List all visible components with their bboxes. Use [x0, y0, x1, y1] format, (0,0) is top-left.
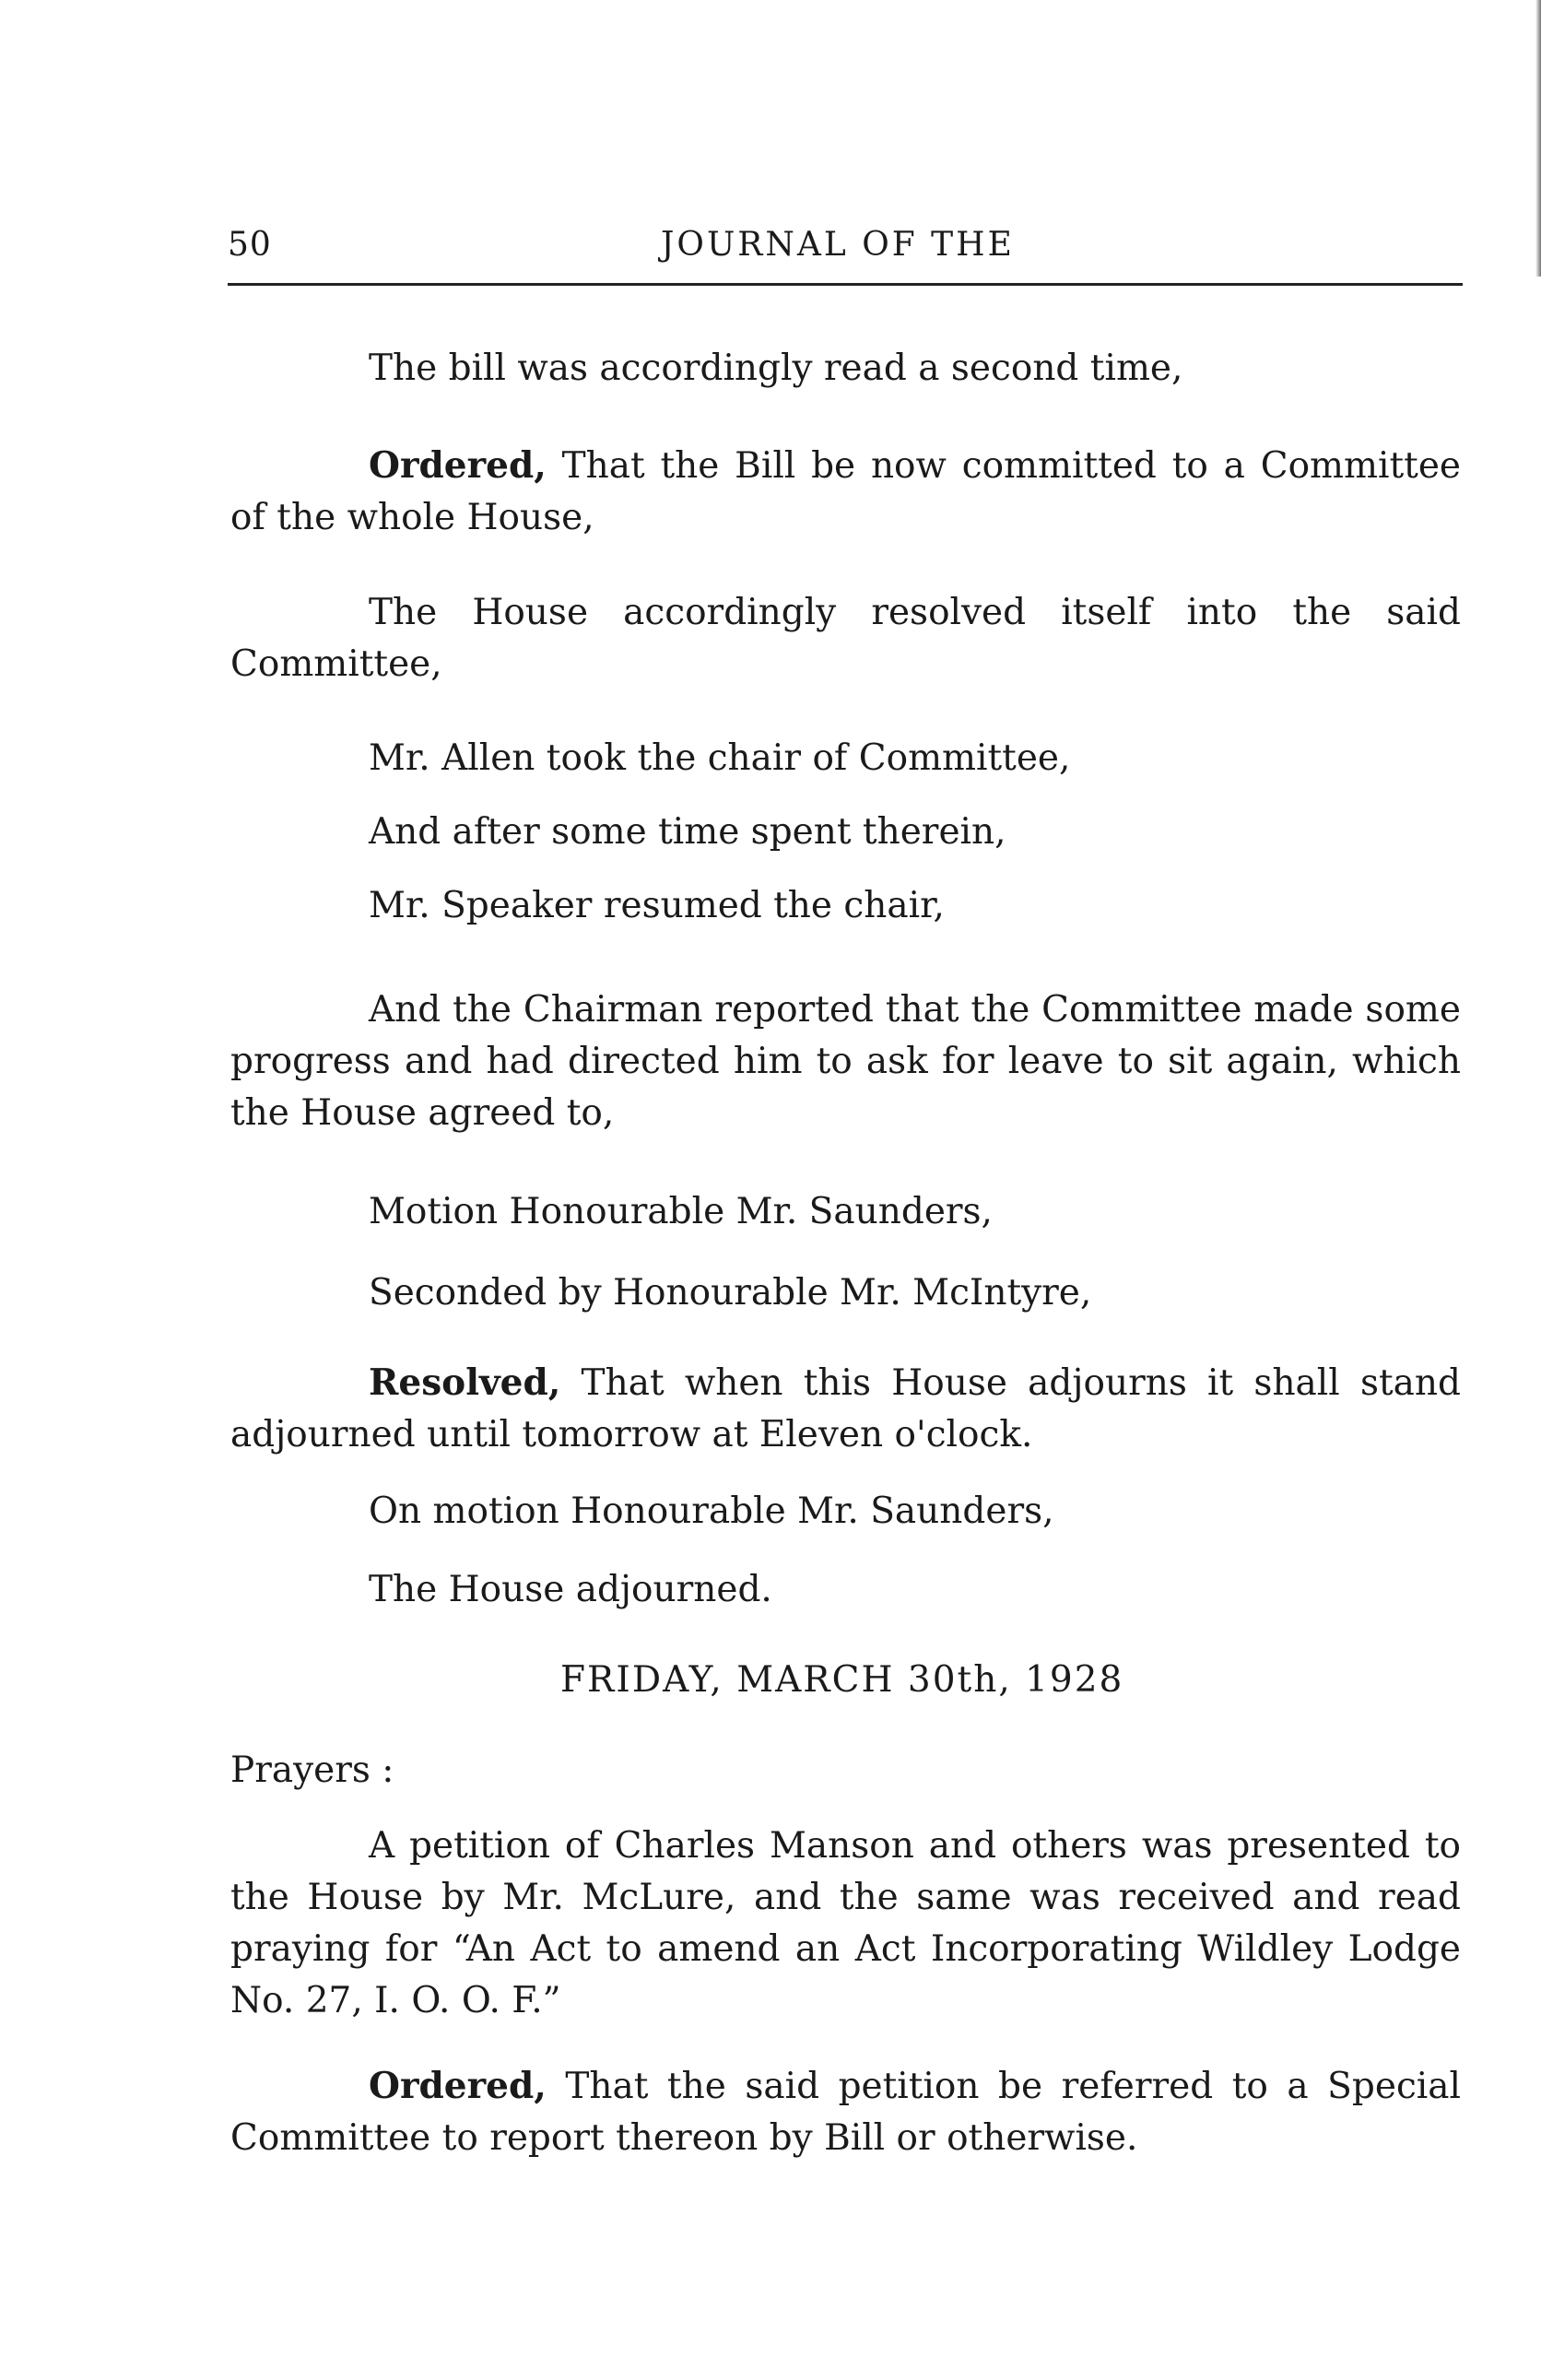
paragraph-speaker-resumed	[230, 880, 1461, 932]
ordered-label: Ordered,	[369, 2065, 547, 2107]
running-title: JOURNAL OF THE	[661, 226, 1015, 264]
date-heading: FRIDAY, MARCH 30th, 1928	[560, 1659, 1124, 1701]
header-rule	[228, 283, 1463, 286]
paragraph-text: That the Bill be now committed to a Committee of the whole House,	[230, 445, 1461, 538]
paragraph-second-reading	[230, 343, 1461, 395]
paragraph-text: Motion Honourable Mr. Saunders,	[369, 1191, 993, 1232]
paragraph-time-spent	[230, 807, 1461, 858]
paragraph-on-motion	[230, 1486, 1461, 1538]
paragraph-prayers	[230, 1745, 1461, 1797]
paragraph-text: The bill was accordingly read a second time,	[369, 348, 1183, 389]
paragraph-seconded	[230, 1267, 1461, 1319]
paragraph-motion	[230, 1186, 1461, 1238]
paragraph-ordered-petition	[230, 2060, 1461, 2164]
paragraph-text: Mr. Speaker resumed the chair,	[369, 885, 945, 926]
page-header	[228, 226, 1463, 281]
paragraph-house-adjourned	[230, 1564, 1461, 1616]
paragraph-text: On motion Honourable Mr. Saunders,	[369, 1490, 1054, 1532]
paragraph-house-resolved	[230, 587, 1461, 690]
paragraph-text: Seconded by Honourable Mr. McIntyre,	[369, 1272, 1092, 1314]
resolved-label: Resolved,	[369, 1361, 561, 1404]
paragraph-resolved-adjourn	[230, 1357, 1461, 1461]
paragraph-text: The House adjourned.	[369, 1569, 772, 1610]
paragraph-chairman-reported	[230, 984, 1461, 1139]
paragraph-text: That the said petition be referred to a Special Committee to report thereon by Bill or otherwise.	[230, 2066, 1461, 2159]
paragraph-text: A petition of Charles Manson and others was presented to the House by Mr. McLure, and the same was received and read praying for “An Act to amend an Act Incorporating Wildley Lodge No. 27, I. O. O. F.”	[230, 1825, 1461, 2021]
paragraph-petition	[230, 1820, 1461, 2027]
paragraph-text: And the Chairman reported that the Committee made some progress and had directed him to ask for leave to sit again, which the House agreed to,	[230, 989, 1461, 1134]
paragraph-ordered-committee	[230, 440, 1461, 544]
paragraph-text: Mr. Allen took the chair of Committee,	[369, 737, 1071, 779]
paragraph-text: The House accordingly resolved itself into the said Committee,	[230, 592, 1461, 685]
paragraph-text: And after some time spent therein,	[369, 811, 1006, 853]
scan-edge-shadow	[1535, 0, 1541, 277]
page-number: 50	[228, 226, 272, 264]
paragraph-text: That when this House adjourns it shall stand adjourned until tomorrow at Eleven o'clock.	[230, 1362, 1461, 1455]
paragraph-allen-chair	[230, 733, 1461, 784]
ordered-label: Ordered,	[369, 444, 547, 487]
paragraph-text: Prayers :	[230, 1750, 394, 1791]
